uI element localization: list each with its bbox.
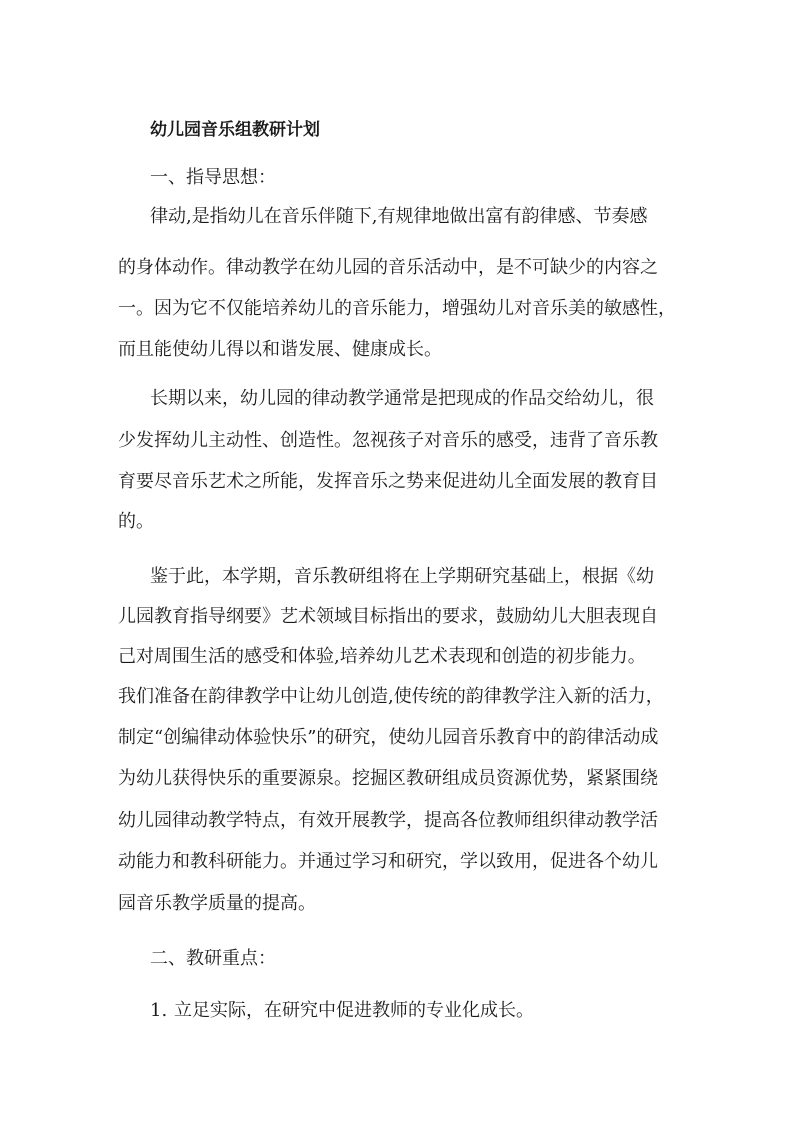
document-title: 幼儿园音乐组教研计划: [150, 120, 320, 140]
paragraph-3-line-4: 我们准备在韵律教学中让幼儿创造,使传统的韵律教学注入新的活力，: [118, 686, 664, 707]
paragraph-1-line-3: 一。因为它不仅能培养幼儿的音乐能力，增强幼儿对音乐美的敏感性，: [118, 298, 676, 319]
list-item-text: 立足实际，在研究中促进教师的专业化成长。: [174, 1000, 534, 1021]
paragraph-2-line-3: 育要尽音乐艺术之所能，发挥音乐之势来促进幼儿全面发展的教育目: [118, 471, 658, 492]
paragraph-3-line-5: 制定“创编律动体验快乐”的研究，使幼儿园音乐教育中的韵律活动成: [118, 727, 659, 748]
paragraph-1-line-2: 的身体动作。律动教学在幼儿园的音乐活动中，是不可缺少的内容之: [118, 257, 658, 278]
paragraph-1-line-4: 而且能使幼儿得以和谐发展、健康成长。: [118, 339, 442, 360]
paragraph-3-line-1: 鉴于此，本学期，音乐教研组将在上学期研究基础上，根据《幼: [150, 566, 654, 587]
paragraph-3-line-7: 幼儿园律动教学特点，有效开展教学，提高各位教师组织律动教学活: [118, 810, 658, 831]
paragraph-2-line-2: 少发挥幼儿主动性、创造性。忽视孩子对音乐的感受，违背了音乐教: [118, 430, 658, 451]
list-item-number: 1.: [150, 1000, 168, 1021]
section-heading-research-focus: 二、教研重点：: [150, 948, 276, 969]
list-item-1: [150, 996, 534, 1022]
section-heading-guiding-thought: 一、指导思想：: [150, 167, 276, 188]
paragraph-3-line-3: 己对周围生活的感受和体验,培养幼儿艺术表现和创造的初步能力。: [118, 646, 646, 667]
paragraph-3-line-8: 动能力和教科研能力。并通过学习和研究，学以致用，促进各个幼儿: [118, 851, 658, 872]
paragraph-3-line-2: 儿园教育指导纲要》艺术领域目标指出的要求，鼓励幼儿大胆表现自: [118, 606, 658, 627]
paragraph-2-line-1: 长期以来，幼儿园的律动教学通常是把现成的作品交给幼儿，很: [150, 388, 654, 409]
paragraph-2-line-4: 的。: [118, 511, 154, 532]
paragraph-1-line-1: 律动,是指幼儿在音乐伴随下,有规律地做出富有韵律感、节奏感: [150, 206, 648, 227]
paragraph-3-line-9: 园音乐教学质量的提高。: [118, 893, 316, 914]
paragraph-3-line-6: 为幼儿获得快乐的重要源泉。挖掘区教研组成员资源优势，紧紧围绕: [118, 768, 658, 789]
